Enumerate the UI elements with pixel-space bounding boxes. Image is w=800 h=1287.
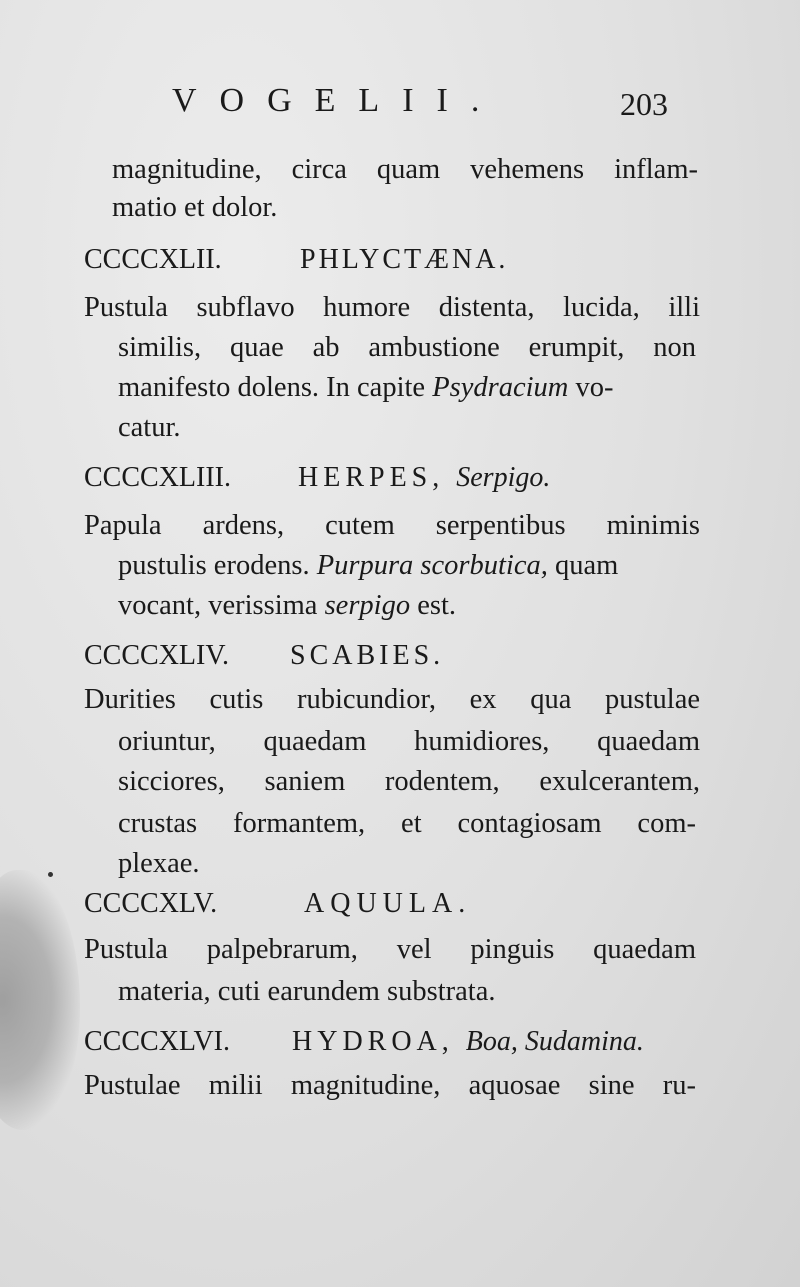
italic-term: Psydracium [432, 372, 569, 403]
text-line: matio et dolor. [112, 192, 278, 223]
text-line: oriuntur, quaedam humidiores, quaedam [118, 726, 700, 757]
italic-term: Purpura scorbutica, [316, 550, 548, 581]
section-title: HERPES, Serpigo. [298, 462, 551, 493]
section-synonyms: Boa, Sudamina. [465, 1026, 644, 1057]
text-line: crustas formantem, et contagiosam com- [118, 808, 696, 839]
text-line: Durities cutis rubicundior, ex qua pustulae [84, 684, 700, 715]
text-line: pustulis erodens. Purpura scorbutica, quam [118, 550, 619, 581]
section-title: SCABIES. [290, 640, 445, 671]
text-line: sicciores, saniem rodentem, exulcerantem, [118, 766, 700, 797]
text-line: Pustula subflavo humore distenta, lucida, illi [84, 292, 700, 323]
page-number: 203 [620, 86, 668, 122]
ink-speck [48, 872, 53, 877]
text-line: Pustula palpebrarum, vel pinguis quaedam [84, 934, 696, 965]
page-header [0, 82, 800, 132]
water-stain [0, 870, 80, 1130]
text-line: plexae. [118, 848, 200, 879]
section-number: CCCCXLIII. [84, 462, 231, 493]
section-title: PHLYCTÆNA. [300, 244, 509, 275]
text-line: magnitudine, circa quam vehemens inflam- [112, 154, 698, 185]
section-title: AQUULA. [304, 888, 472, 919]
text-line: catur. [118, 412, 181, 443]
text-line: similis, quae ab ambustione erumpit, non [118, 332, 696, 363]
section-title: HYDROA, Boa, Sudamina. [292, 1026, 644, 1057]
text-line: materia, cuti earundem substrata. [118, 976, 496, 1007]
section-synonyms: Serpigo. [456, 462, 551, 493]
text-line: Papula ardens, cutem serpentibus minimis [84, 510, 700, 541]
italic-term: serpigo [324, 590, 411, 621]
text-line: vocant, verissima serpigo est. [118, 590, 456, 621]
text-line: manifesto dolens. In capite Psydracium vo- [118, 372, 614, 403]
section-number: CCCCXLII. [84, 244, 222, 275]
section-number: CCCCXLVI. [84, 1026, 231, 1057]
text-line: Pustulae milii magnitudine, aquosae sine ru- [84, 1070, 696, 1101]
section-number: CCCCXLIV. [84, 640, 229, 671]
running-head: VOGELII. [172, 82, 503, 119]
section-number: CCCCXLV. [84, 888, 218, 919]
